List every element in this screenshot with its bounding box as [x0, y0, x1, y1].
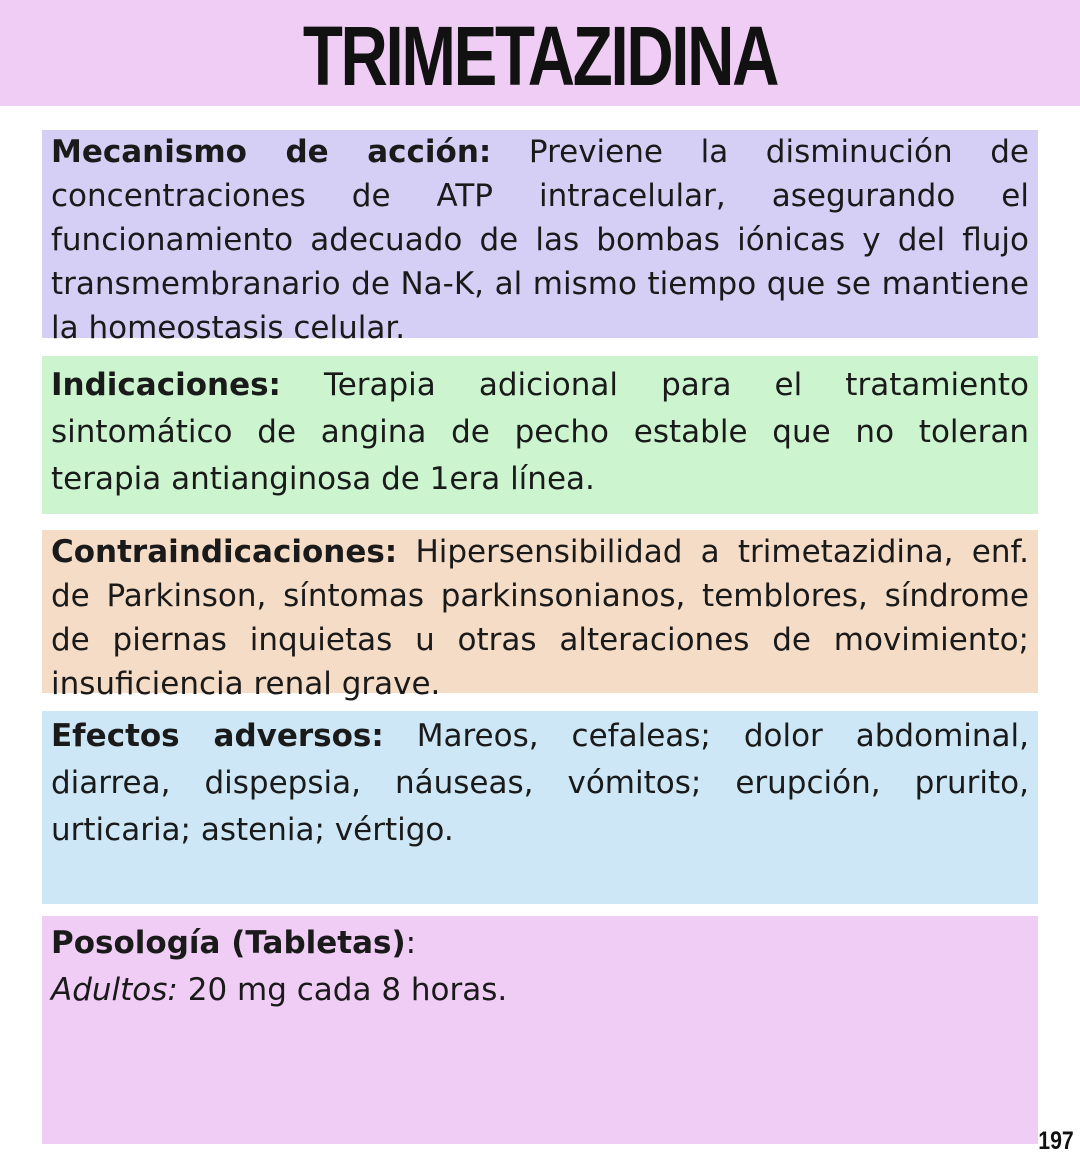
contraindicaciones-text: Hipersensibilidad a trimetazidina, enf. de Parkinson, síntomas parkinsonianos, temblores, síndrome de piernas inquietas u otras alteraciones de movimiento; insuficiencia renal grave.	[51, 534, 1029, 702]
indicaciones-paragraph	[51, 356, 1029, 503]
efectos-text: Mareos, cefaleas; dolor abdominal, diarrea, dispepsia, náuseas, vómitos; erupción, prurito, urticaria; astenia; vértigo.	[51, 718, 1029, 848]
section-mecanismo	[42, 130, 1038, 346]
section-indicaciones	[42, 356, 1038, 514]
header-band	[0, 0, 1080, 106]
mecanismo-label: Mecanismo de acción:	[51, 134, 492, 170]
efectos-label: Efectos adversos:	[51, 718, 384, 754]
indicaciones-label: Indicaciones:	[51, 367, 281, 403]
adultos-label: Adultos:	[51, 972, 178, 1008]
efectos-paragraph	[51, 711, 1029, 854]
section-efectos-adversos	[42, 711, 1038, 904]
section-posologia	[42, 916, 1038, 1144]
indicaciones-text: Terapia adicional para el tratamiento sintomático de angina de pecho estable que no toleran terapia antianginosa de 1era línea.	[51, 367, 1029, 497]
page-number: 197	[1038, 1127, 1074, 1155]
mecanismo-paragraph	[51, 130, 1029, 350]
contraindicaciones-label: Contraindicaciones:	[51, 534, 398, 570]
mecanismo-text: Previene la disminución de concentraciones de ATP intracelular, asegurando el funcionamiento adecuado de las bombas iónicas y del flujo transmembranario de Na-K, al mismo tiempo que se mantiene la homeostasis celular.	[51, 134, 1029, 346]
adultos-dose: 20 mg cada 8 horas.	[177, 972, 508, 1008]
posologia-adultos	[51, 967, 1029, 1014]
posologia-heading	[51, 916, 1029, 967]
posologia-colon: :	[405, 925, 417, 961]
posologia-label: Posología (Tabletas)	[51, 925, 406, 961]
section-contraindicaciones	[42, 530, 1038, 702]
contraindicaciones-paragraph	[51, 530, 1029, 706]
page-title: TRIMETAZIDINA	[302, 9, 778, 103]
